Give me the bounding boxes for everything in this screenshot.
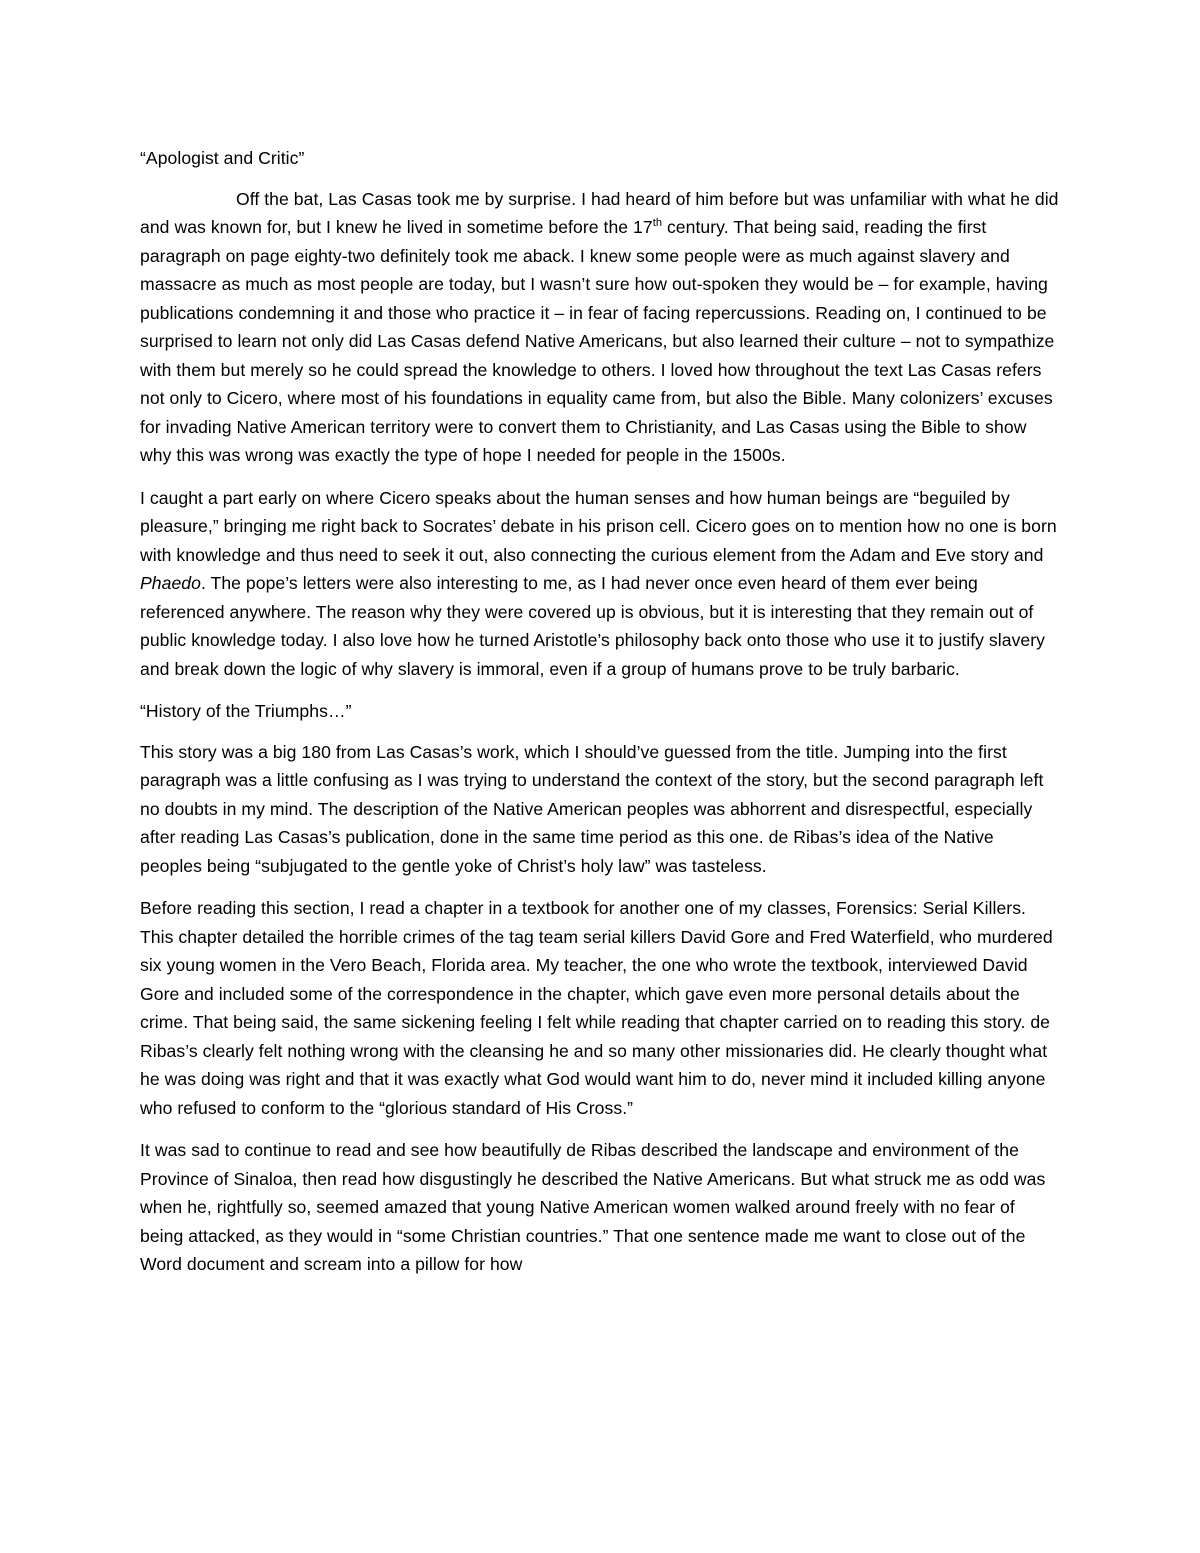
paragraph-3: This story was a big 180 from Las Casas’s work, which I should’ve guessed from the title. Jumping into the first paragraph was a little confusing as I was trying to understand the context of the story, but the second paragraph left no doubts in my mind. The description of the Native American peoples was abhorrent and disrespectful, especially after reading Las Casas’s publication, done in the same time period as this one. de Ribas’s idea of the Native peoples being “subjugated to the gentle yoke of Christ’s holy law” was tasteless. [140, 741, 1044, 876]
superscript-th: th [652, 217, 663, 230]
section-heading-history: “History of the Triumphs…” [140, 701, 352, 721]
paragraph-1 [140, 185, 1060, 470]
paragraph-2-text-b: . The pope’s letters were also interesting to me, as I had never once even heard of them ever being referenced anywhere. The reason why they were covered up is obvious, but it is interesting that they remain out of public knowledge today. I also love how he turned Aristotle’s philosophy back onto those who use it to justify slavery and break down the logic of why slavery is immoral, even if a group of humans prove to be truly barbaric. [140, 573, 1046, 679]
paragraph-2 [140, 484, 1060, 684]
italic-phaedo: Phaedo [140, 573, 201, 593]
paragraph-1-text-b: century. That being said, reading the first paragraph on page eighty-two definitely took me aback. I knew some people were as much against slavery and massacre as much as most people are today, but I wasn’t sure how out-spoken they would be – for example, having publications condemning it and those who practice it – in fear of facing repercussions. Reading on, I continued to be surprised to learn not only did Las Casas defend Native Americans, but also learned their culture – not to sympathize with them but merely so he could spread the knowledge to others. I loved how throughout the text Las Casas refers not only to Cicero, where most of his foundations in equality came from, but also the Bible. Many colonizers’ excuses for invading Native American territory were to convert them to Christianity, and Las Casas using the Bible to show why this was wrong was exactly the type of hope I needed for people in the 1500s. [140, 217, 1055, 465]
paragraph-2-text-a: I caught a part early on where Cicero speaks about the human senses and how human beings are “beguiled by pleasure,” bringing me right back to Socrates’ debate in his prison cell. Cicero goes on to mention how no one is born with knowledge and thus need to seek it out, also connecting the curious element from the Adam and Eve story and [140, 487, 1057, 565]
paragraph-4: Before reading this section, I read a chapter in a textbook for another one of my classes, Forensics: Serial Killers. This chapter detailed the horrible crimes of the tag team serial killers David Gore and Fred Waterfield, who murdered six young women in the Vero Beach, Florida area. My teacher, the one who wrote the textbook, interviewed David Gore and included some of the correspondence in the chapter, which gave even more personal details about the crime. That being said, the same sickening feeling I felt while reading that chapter carried on to reading this story. de Ribas’s clearly felt nothing wrong with the cleansing he and so many other missionaries did. He clearly thought what he was doing was right and that it was exactly what God would want him to do, never mind it included killing anyone who refused to conform to the “glorious standard of His Cross.” [140, 898, 1053, 1118]
paragraph-1-text-a: Off the bat, Las Casas took me by surprise. I had heard of him before but was unfamiliar with what he did and was known for, but I knew he lived in sometime before the 17 [140, 188, 1059, 237]
document-page [140, 144, 1060, 1293]
paragraph-5: It was sad to continue to read and see how beautifully de Ribas described the landscape and environment of the Province of Sinaloa, then read how disgustingly he described the Native Americans. But what struck me as odd was when he, rightfully so, seemed amazed that young Native American women walked around freely with no fear of being attacked, as they would in “some Christian countries.” That one sentence made me want to close out of the Word document and scream into a pillow for how [140, 1140, 1046, 1274]
section-heading-apologist: “Apologist and Critic” [140, 148, 305, 168]
